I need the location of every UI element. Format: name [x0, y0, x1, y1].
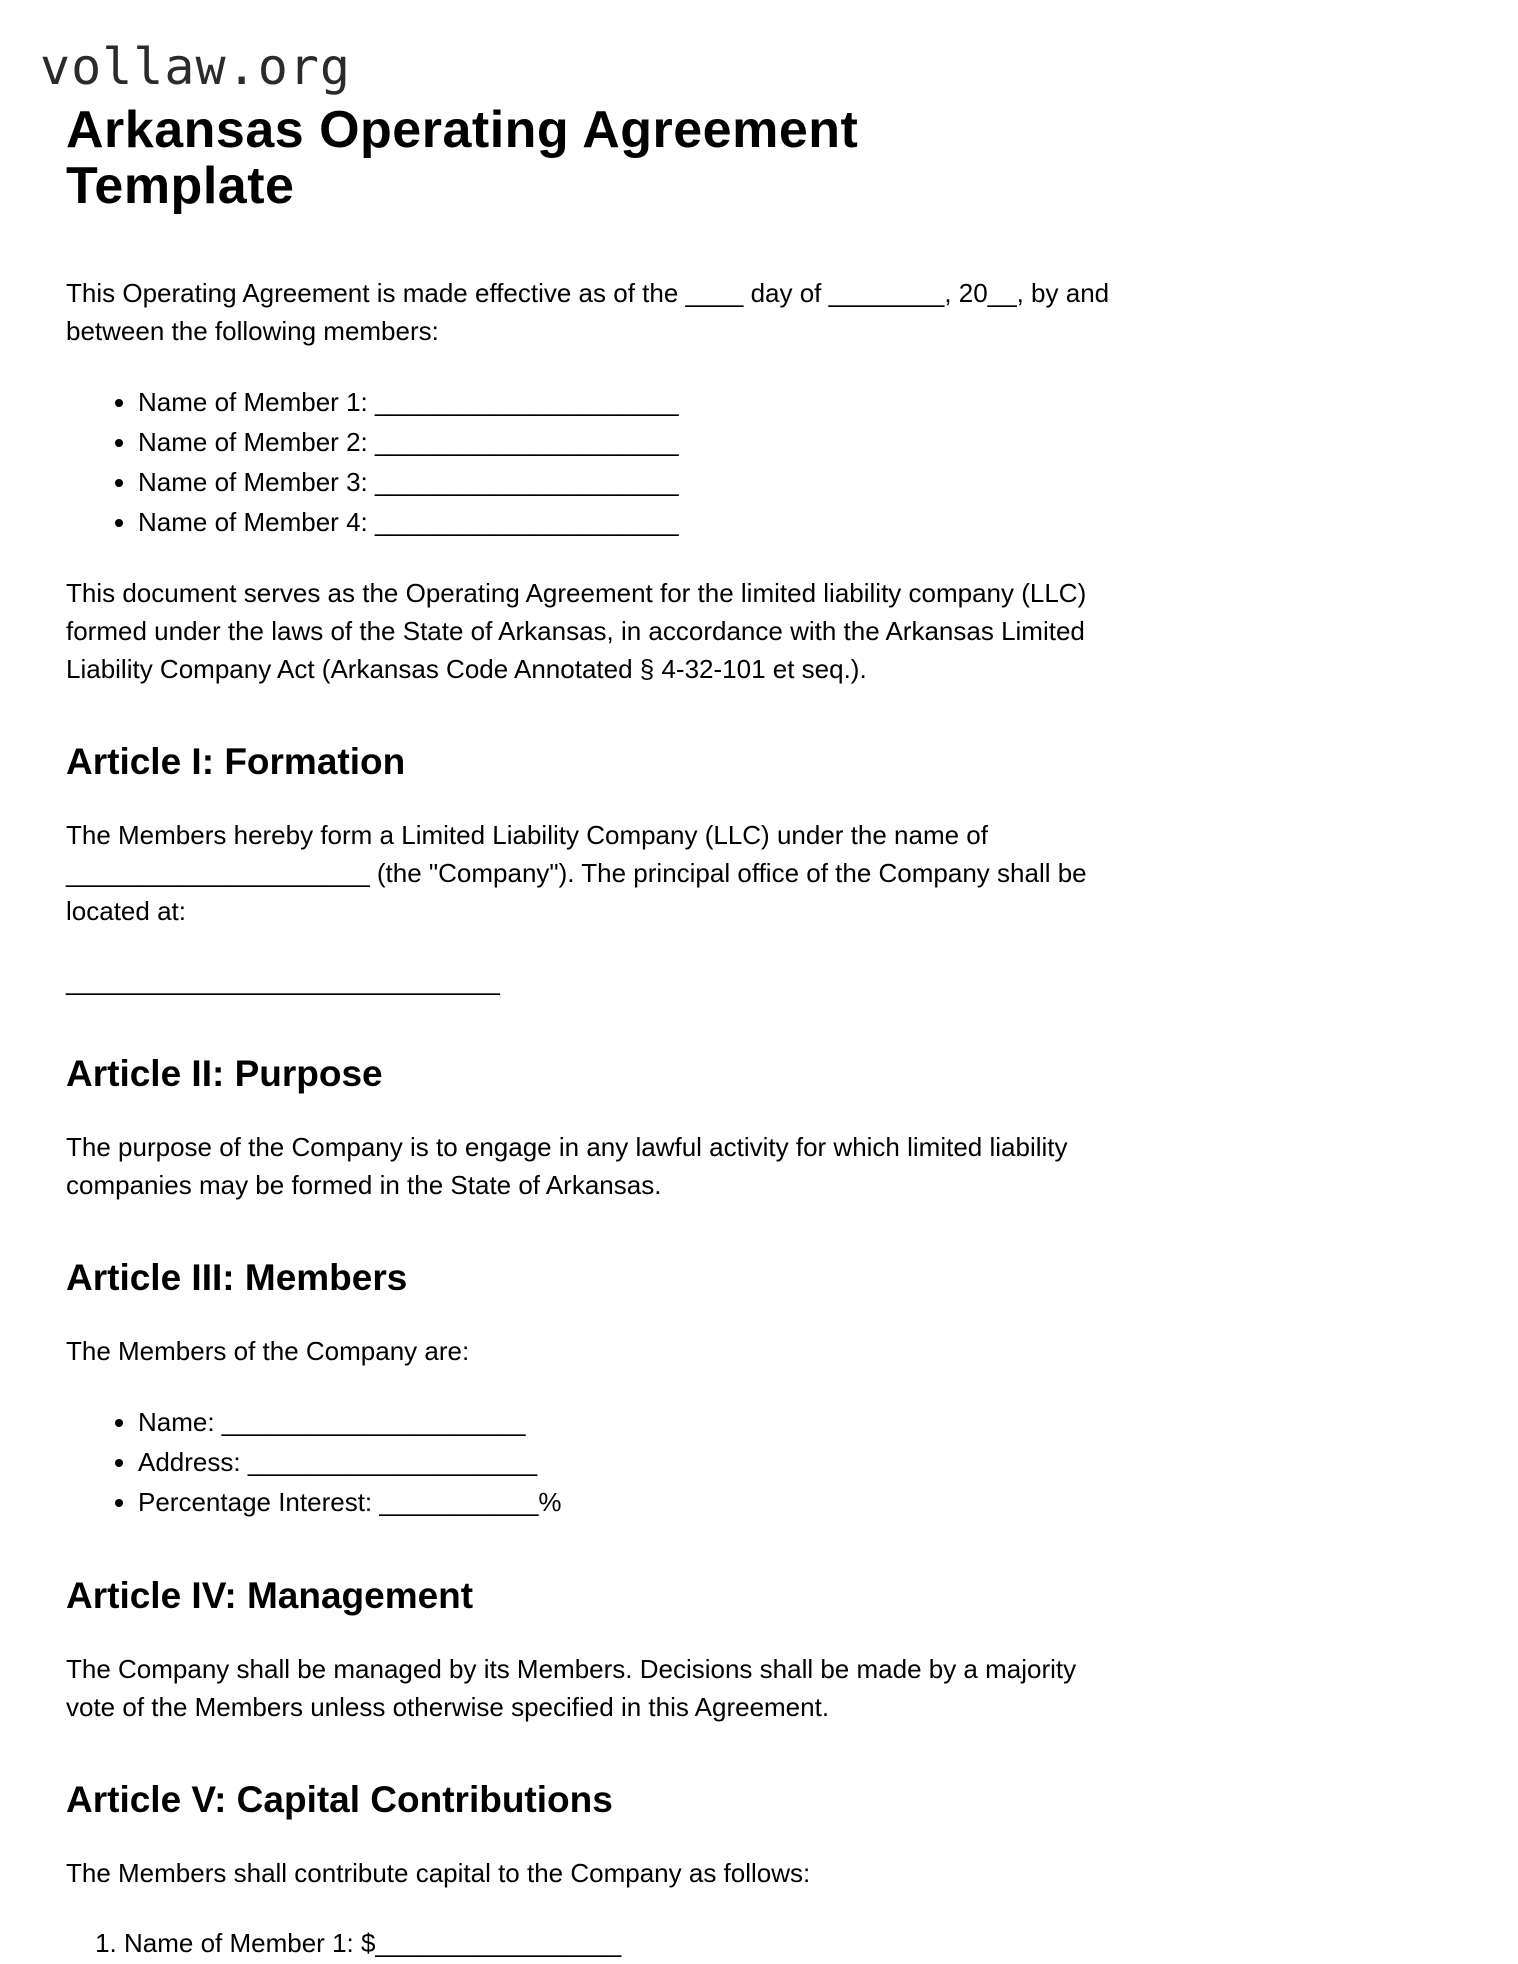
article-capital-section — [66, 1778, 1130, 1962]
article-formation-heading: Article I: Formation — [66, 741, 406, 782]
article-formation-body: The Members hereby form a Limited Liability Company (LLC) under the name of _____________________ (the "Company"). The principal office of the Company shall be located at: — [66, 820, 1087, 926]
article-formation-section — [66, 740, 1130, 1000]
office-address-blank-line: ______________________________ — [66, 966, 500, 996]
article-members-heading: Article III: Members — [66, 1257, 408, 1298]
article-members-body: The Members of the Company are: — [66, 1336, 470, 1366]
member-detail-address-item: • Address: ____________________ — [138, 1442, 1130, 1482]
article-management-heading: Article IV: Management — [66, 1575, 474, 1616]
capital-contribution-item: 1. Name of Member 1: $_________________ — [124, 1924, 1130, 1962]
member-detail-percentage-item: • Percentage Interest: ___________% — [138, 1482, 1130, 1522]
governing-law-paragraph: This document serves as the Operating Agreement for the limited liability company (LLC) formed under the laws of the State of Arkansas, in accordance with the Arkansas Limited Liability Company Act (Arkansas Code Annotated § 4-32-101 et seq.). — [66, 578, 1087, 684]
article-capital-heading: Article V: Capital Contributions — [66, 1779, 613, 1820]
article-purpose-body: The purpose of the Company is to engage in any lawful activity for which limited liability companies may be formed in the State of Arkansas. — [66, 1132, 1068, 1200]
effective-date-paragraph: This Operating Agreement is made effective as of the ____ day of ________, 20__, by and between the following members: — [66, 278, 1110, 346]
article-management-body: The Company shall be managed by its Members. Decisions shall be made by a majority vote of the Members unless otherwise specified in this Agreement. — [66, 1654, 1077, 1722]
member-details-list — [66, 1402, 1130, 1522]
article-purpose-heading: Article II: Purpose — [66, 1053, 383, 1094]
article-capital-body: The Members shall contribute capital to the Company as follows: — [66, 1858, 811, 1888]
member-name-item: • Name of Member 4: _____________________ — [138, 502, 1130, 542]
capital-contributions-list — [66, 1924, 1130, 1962]
article-members-section — [66, 1256, 1130, 1522]
member-detail-name-item: • Name: _____________________ — [138, 1402, 1130, 1442]
article-purpose-section — [66, 1052, 1130, 1204]
member-name-item: • Name of Member 3: _____________________ — [138, 462, 1130, 502]
article-management-section — [66, 1574, 1130, 1726]
page-title: Arkansas Operating Agreement Template — [66, 101, 859, 215]
member-name-item: • Name of Member 2: _____________________ — [138, 422, 1130, 462]
members-list — [66, 382, 1130, 542]
logo-text: vollaw.org — [40, 38, 352, 96]
member-name-item: • Name of Member 1: _____________________ — [138, 382, 1130, 422]
